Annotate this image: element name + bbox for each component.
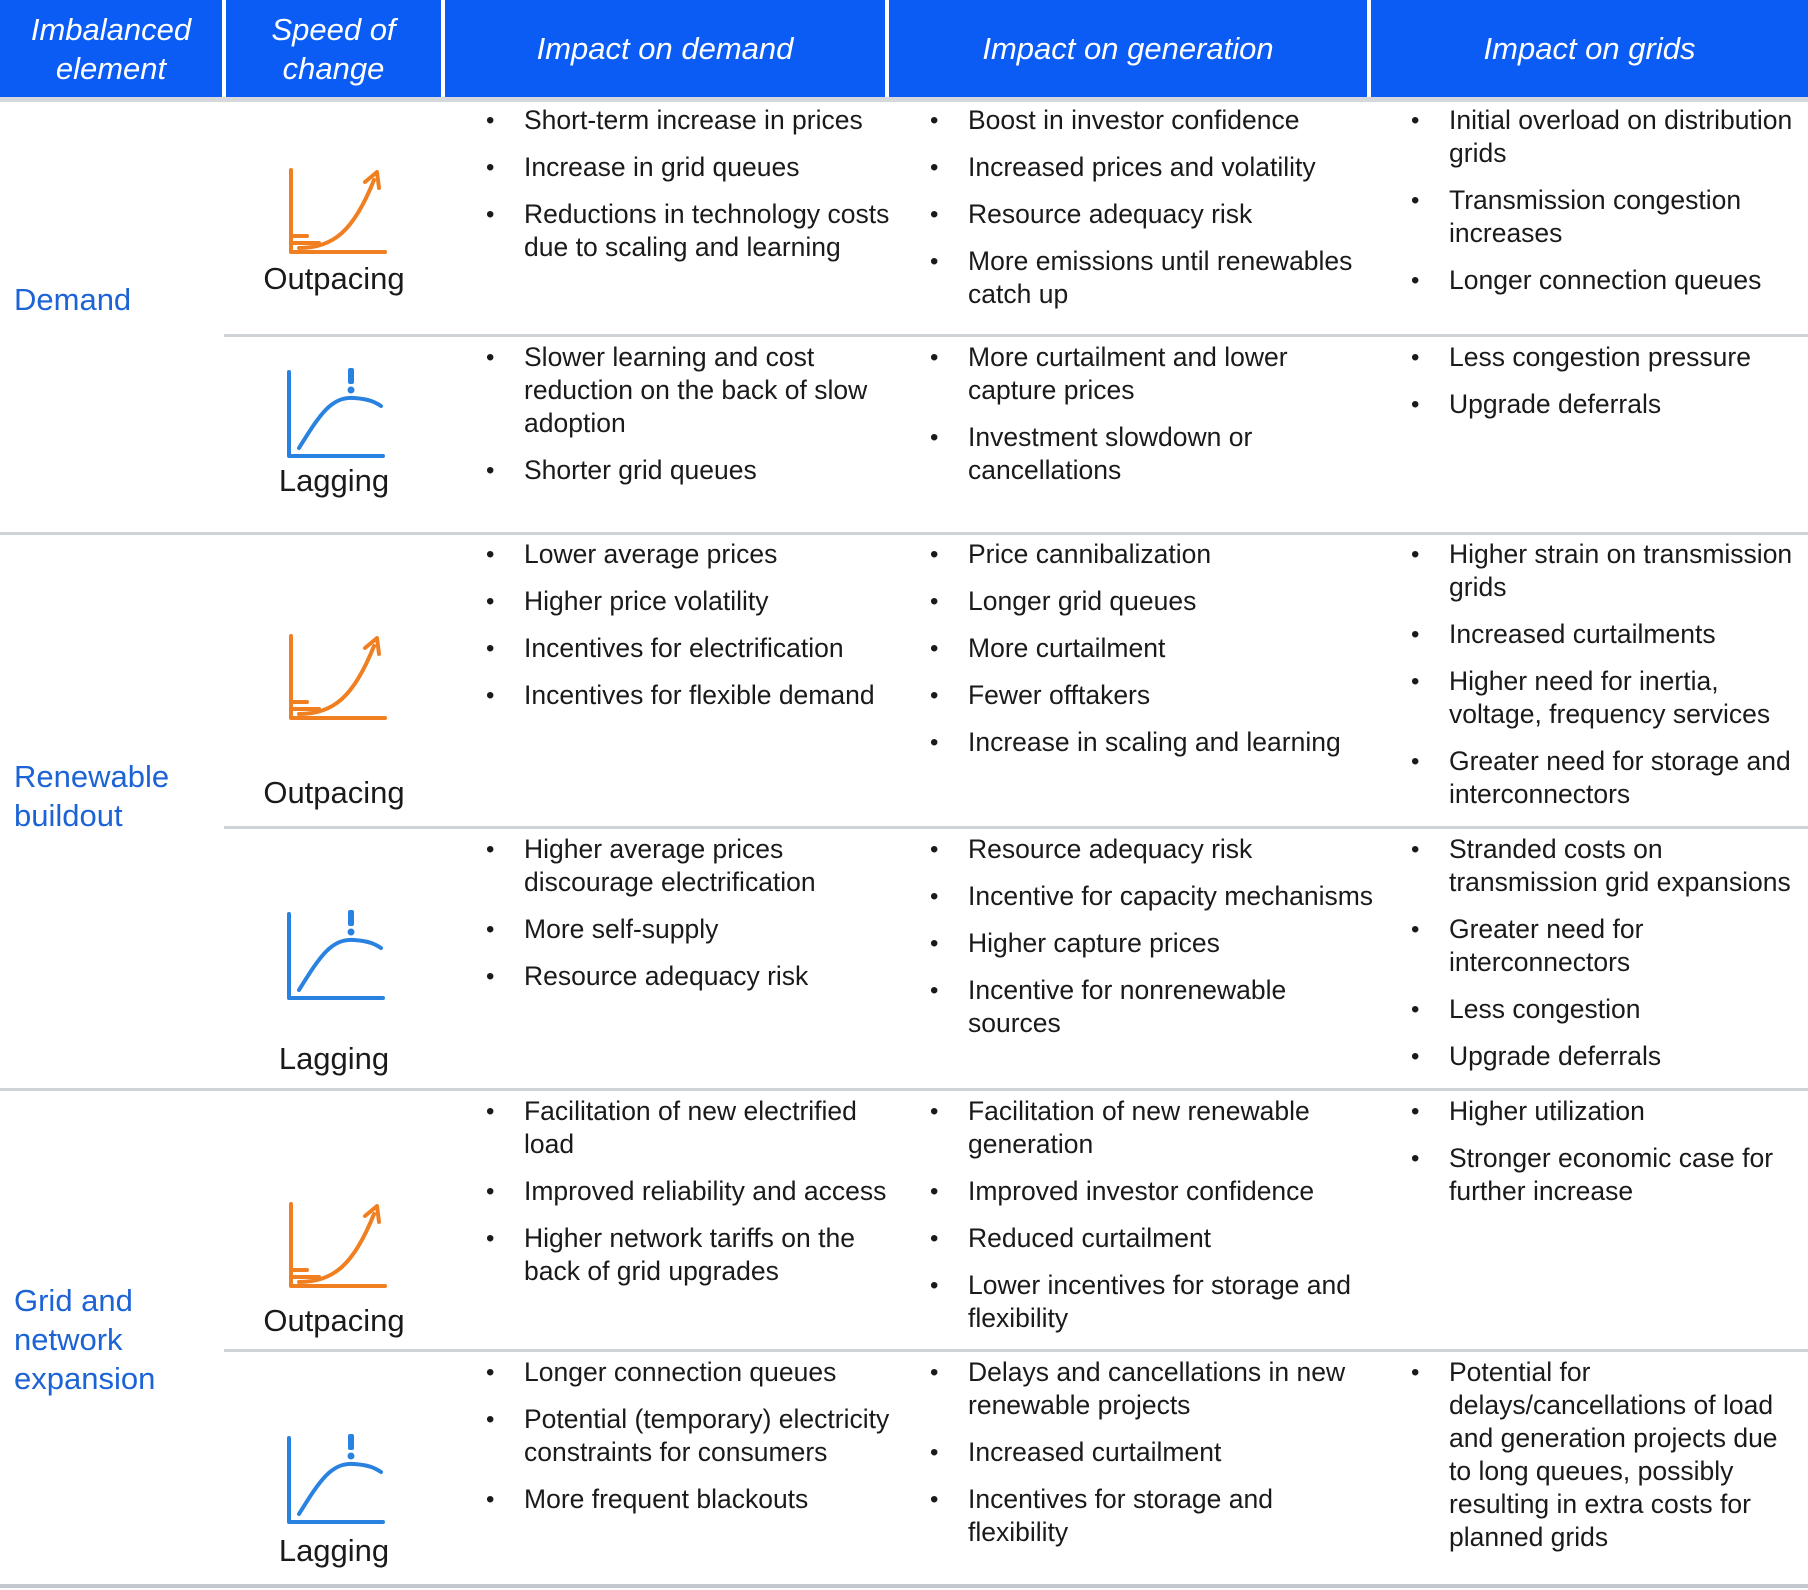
header-imbalanced-element: Imbalanced element bbox=[0, 0, 222, 97]
impact-demand-cell bbox=[480, 538, 900, 726]
list-item: • Incentives for storage and flexibility bbox=[924, 1483, 1374, 1549]
plateau-curve-exclamation-icon bbox=[279, 908, 389, 1004]
list-item: • Higher network tariffs on the back of grid upgrades bbox=[480, 1222, 900, 1288]
list-item: • Greater need for interconnectors bbox=[1405, 913, 1805, 979]
list-item: • Increase in grid queues bbox=[480, 151, 900, 184]
list-item: • Potential for delays/cancellations of load and generation projects due to long queues, possibly resulting in extra costs for planned grids bbox=[1405, 1356, 1805, 1554]
list-item: • Incentive for capacity mechanisms bbox=[924, 880, 1374, 913]
list-item: • Resource adequacy risk bbox=[924, 833, 1374, 866]
list-item: • Facilitation of new electrified load bbox=[480, 1095, 900, 1161]
speed-label: Lagging bbox=[278, 1533, 390, 1568]
impact-grids-cell bbox=[1405, 341, 1805, 435]
impact-demand-cell bbox=[480, 341, 900, 501]
list-item: • Increase in scaling and learning bbox=[924, 726, 1374, 759]
impact-generation-cell bbox=[924, 104, 1374, 325]
list-item: • Short-term increase in prices bbox=[480, 104, 900, 137]
speed-label: Outpacing bbox=[263, 1303, 405, 1338]
speed-cell bbox=[224, 160, 444, 298]
impact-generation-cell bbox=[924, 833, 1374, 1054]
impact-generation-cell bbox=[924, 1095, 1374, 1349]
group-label-demand: Demand bbox=[14, 282, 132, 317]
list-item: • Increased prices and volatility bbox=[924, 151, 1374, 184]
group-label-grid-network-expansion: Grid and network expansion bbox=[14, 1283, 156, 1396]
list-item: • Shorter grid queues bbox=[480, 454, 900, 487]
impact-grids-cell bbox=[1405, 538, 1805, 825]
list-item: • Transmission congestion increases bbox=[1405, 184, 1805, 250]
list-item: • Increased curtailment bbox=[924, 1436, 1374, 1469]
list-item: • Higher average prices discourage electrification bbox=[480, 833, 900, 899]
list-item: • More self-supply bbox=[480, 913, 900, 946]
list-item: • Delays and cancellations in new renewable projects bbox=[924, 1356, 1374, 1422]
list-item: • Less congestion bbox=[1405, 993, 1805, 1026]
header-divider bbox=[0, 97, 1808, 102]
list-item: • Longer connection queues bbox=[1405, 264, 1805, 297]
speed-label: Outpacing bbox=[263, 261, 405, 296]
list-item: • Reduced curtailment bbox=[924, 1222, 1374, 1255]
impact-demand-cell bbox=[480, 1356, 900, 1530]
list-item: • Improved investor confidence bbox=[924, 1175, 1374, 1208]
list-item: • Longer grid queues bbox=[924, 585, 1374, 618]
plateau-curve-exclamation-icon bbox=[279, 366, 389, 462]
speed-cell bbox=[224, 626, 444, 812]
list-item: • Higher price volatility bbox=[480, 585, 900, 618]
list-item: • Greater need for storage and interconnectors bbox=[1405, 745, 1805, 811]
impact-grids-cell bbox=[1405, 1356, 1805, 1568]
speed-label: Outpacing bbox=[263, 775, 405, 810]
header-impact-on-generation: Impact on generation bbox=[889, 0, 1367, 97]
list-item: • Less congestion pressure bbox=[1405, 341, 1805, 374]
list-item: • Facilitation of new renewable generation bbox=[924, 1095, 1374, 1161]
list-item: • Reductions in technology costs due to scaling and learning bbox=[480, 198, 900, 264]
header-speed-of-change: Speed of change bbox=[226, 0, 441, 97]
rising-curve-arrow-icon bbox=[279, 626, 389, 726]
list-item: • Higher strain on transmission grids bbox=[1405, 538, 1805, 604]
list-item: • Initial overload on distribution grids bbox=[1405, 104, 1805, 170]
speed-cell bbox=[224, 1432, 444, 1570]
header-impact-on-grids: Impact on grids bbox=[1371, 0, 1808, 97]
list-item: • Incentive for nonrenewable sources bbox=[924, 974, 1374, 1040]
list-item: • Upgrade deferrals bbox=[1405, 388, 1805, 421]
list-item: • Incentives for flexible demand bbox=[480, 679, 900, 712]
group-label-renewable-buildout: Renewable buildout bbox=[14, 759, 170, 833]
list-item: • Slower learning and cost reduction on the back of slow adoption bbox=[480, 341, 900, 440]
list-item: • Stranded costs on transmission grid expansions bbox=[1405, 833, 1805, 899]
group-divider bbox=[0, 532, 1808, 535]
speed-cell bbox=[224, 908, 444, 1078]
list-item: • Price cannibalization bbox=[924, 538, 1374, 571]
list-item: • Incentives for electrification bbox=[480, 632, 900, 665]
list-item: • Lower incentives for storage and flexibility bbox=[924, 1269, 1374, 1335]
list-item: • Higher need for inertia, voltage, frequency services bbox=[1405, 665, 1805, 731]
impact-grids-cell bbox=[1405, 104, 1805, 311]
list-item: • Stronger economic case for further increase bbox=[1405, 1142, 1805, 1208]
impact-demand-cell bbox=[480, 1095, 900, 1302]
speed-cell bbox=[224, 366, 444, 500]
list-item: • Upgrade deferrals bbox=[1405, 1040, 1805, 1073]
speed-cell bbox=[224, 1194, 444, 1340]
list-item: • Boost in investor confidence bbox=[924, 104, 1374, 137]
list-item: • Resource adequacy risk bbox=[924, 198, 1374, 231]
list-item: • More frequent blackouts bbox=[480, 1483, 900, 1516]
table-bottom-border bbox=[0, 1584, 1808, 1588]
list-item: • Potential (temporary) electricity constraints for consumers bbox=[480, 1403, 900, 1469]
list-item: • Fewer offtakers bbox=[924, 679, 1374, 712]
list-item: • Resource adequacy risk bbox=[480, 960, 900, 993]
impact-demand-cell bbox=[480, 104, 900, 278]
list-item: • More curtailment bbox=[924, 632, 1374, 665]
list-item: • More curtailment and lower capture prices bbox=[924, 341, 1374, 407]
list-item: • Higher utilization bbox=[1405, 1095, 1805, 1128]
row-divider bbox=[224, 826, 1808, 829]
impact-grids-cell bbox=[1405, 1095, 1805, 1222]
impact-generation-cell bbox=[924, 538, 1374, 773]
plateau-curve-exclamation-icon bbox=[279, 1432, 389, 1528]
row-divider bbox=[224, 1349, 1808, 1352]
row-divider bbox=[224, 334, 1808, 337]
speed-label: Lagging bbox=[278, 1041, 390, 1076]
list-item: • Increased curtailments bbox=[1405, 618, 1805, 651]
rising-curve-arrow-icon bbox=[279, 160, 389, 260]
list-item: • Lower average prices bbox=[480, 538, 900, 571]
list-item: • Longer connection queues bbox=[480, 1356, 900, 1389]
list-item: • Higher capture prices bbox=[924, 927, 1374, 960]
rising-curve-arrow-icon bbox=[279, 1194, 389, 1294]
impact-generation-cell bbox=[924, 341, 1374, 501]
impact-generation-cell bbox=[924, 1356, 1374, 1563]
speed-label: Lagging bbox=[278, 463, 390, 498]
group-divider bbox=[0, 1088, 1808, 1091]
impact-grids-cell bbox=[1405, 833, 1805, 1087]
list-item: • Improved reliability and access bbox=[480, 1175, 900, 1208]
header-impact-on-demand: Impact on demand bbox=[445, 0, 885, 97]
list-item: • More emissions until renewables catch up bbox=[924, 245, 1374, 311]
list-item: • Investment slowdown or cancellations bbox=[924, 421, 1374, 487]
impact-demand-cell bbox=[480, 833, 900, 1007]
